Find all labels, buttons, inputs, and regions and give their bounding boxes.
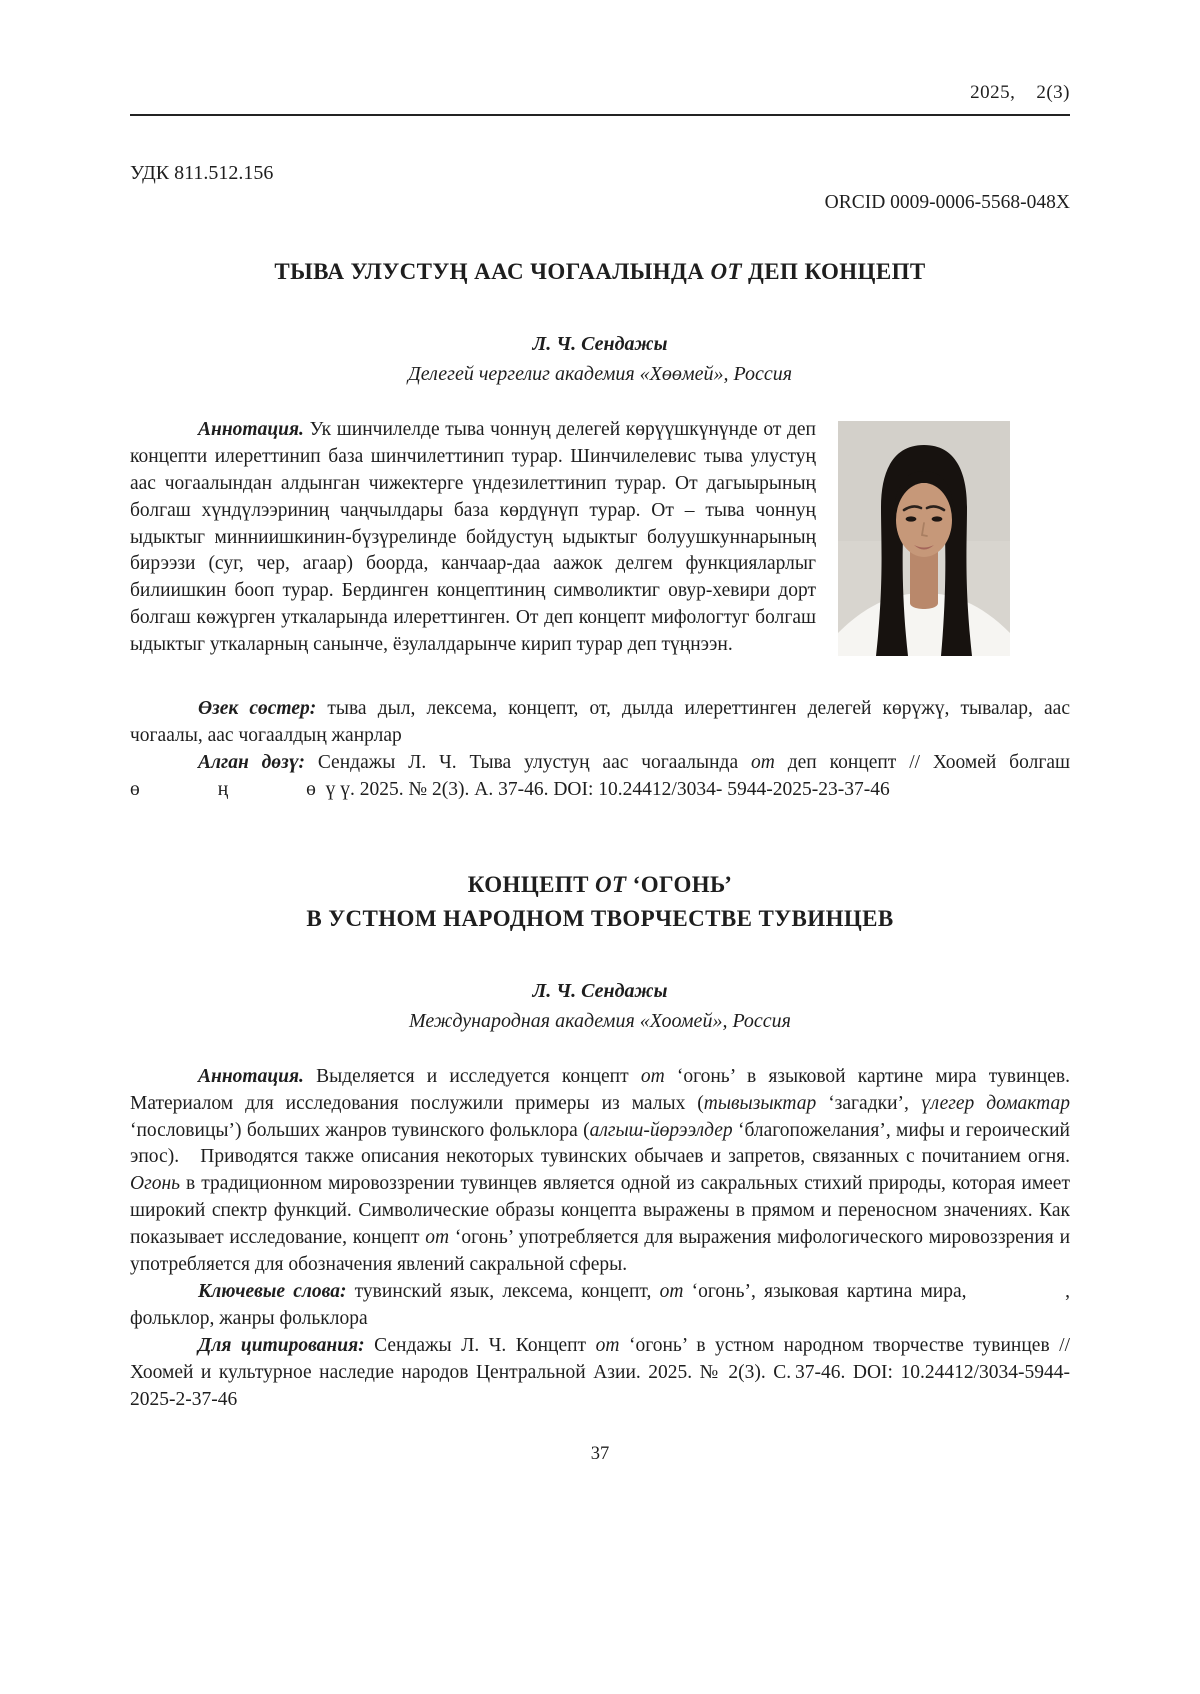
article-title-russian-line2: В УСТНОМ НАРОДНОМ ТВОРЧЕСТВЕ ТУВИНЦЕВ	[306, 905, 894, 931]
author-name-russian: Л. Ч. Сендажы	[532, 979, 668, 1002]
page-number: 37	[590, 1444, 610, 1464]
citation-russian: Для цитирования: Сендажы Л. Ч. Концепт от ‘огонь’ в устном народном творчестве тувинцев // Хоомей и культурное наследие народов Центральной Азии. 2025. № 2(3). С. 37-46. DOI: 10.24412/3034-5944-2025-2-37-46	[130, 1334, 1070, 1410]
issue-header: 2025, 2(3)	[970, 82, 1070, 103]
abstract-tuvan-text: Аннотация. Ук шинчилелде тыва чоннуң делегей көрүүшкүнүнде от деп концепти илереттинип база шинчилеттинип турар. Шинчилелевис тыва улустуң аас чогаалындан алдынган чижектерге үндезилеттинип турар. От дагыырының болгаш хүндүлээриниң чаңчылдары база көрдүнүп турар. От – тыва чоннуң ыдыктыг минниишкинин-бүзүрелинде бойдустуң ыдыктыг болуушкуннарының бирээзи (суг, чер, агаар) боорда, канчаар-даа аажок делгем функцияларлыг билиишкин бооп турар. Бердинген концептиниң символиктиг овур-хевири дорт болгаш көжүрген уткаларында илереттинген. От деп концепт мифологтуг болгаш ыдыктыг уткаларның санынче, ёзулалдарынче кирип турар деп түңнээн.	[130, 418, 816, 656]
author-portrait-illustration	[838, 421, 1010, 656]
author-affiliation-tuvan: Делегей чергелиг академия «Хөөмей», Россия	[407, 363, 793, 386]
abstract-russian: Аннотация. Выделяется и исследуется концепт от ‘огонь’ в языковой картине мира тувинцев. Материалом для исследования послужили примеры из малых (тывызыктар ‘загадки’, үлегер домактар ‘пословицы’) больших жанров тувинского фольклора (алгыш-йөрээлдер ‘благопожелания’, мифы и героический эпос). Приводятся также описания некоторых тувинских обычаев и запретов, связанных с почитанием огня. Огонь в традиционном мировоззрении тувинцев является одной из сакральных стихий природы, которая имеет широкий спектр функций. Символические образы концепта выражены в прямом и переносном значениях. Как показывает исследование, концепт от ‘огонь’ употребляется для выражения мифологического мировоззрения и употребляется для обозначения явлений сакральной сферы.	[130, 1065, 1071, 1276]
article-title-tuvan: ТЫВА УЛУСТУҢ ААС ЧОГААЛЫНДА ОТ ДЕП КОНЦЕПТ	[274, 258, 926, 284]
udk-code: УДК 811.512.156	[130, 162, 274, 185]
article-title-russian-line1: КОНЦЕПТ ОТ ‘ОГОНЬ’	[467, 871, 733, 897]
author-affiliation-russian: Международная академия «Хоомей», Россия	[409, 1010, 791, 1033]
header-rule	[130, 114, 1070, 116]
orcid-id: ORCID 0009-0006-5568-048X	[824, 191, 1070, 213]
keywords-tuvan: Өзек сөстер: тыва дыл, лексема, концепт, от, дылда илереттинген делегей көрүжү, тывалар, аас чогаалы, аас чогаалдың жанрлар	[130, 697, 1070, 746]
citation-tuvan: Алган дөзү: Сендажы Л. Ч. Тыва улустуң аас чогаалында от деп концепт // Хоомей болгаш ө ң ө ү ү. 2025. № 2(3). А. 37-46. DOI: 10.24412/3034- 5944-2025-23-37-46	[130, 751, 1070, 800]
article-title-russian	[130, 868, 1070, 936]
abstract-tuvan	[130, 417, 1070, 696]
keywords-russian: Ключевые слова: тувинский язык, лексема, концепт, от ‘огонь’, языковая картина мира, , фольклор, жанры фольклора	[130, 1280, 1070, 1329]
author-name-tuvan: Л. Ч. Сендажы	[532, 332, 668, 355]
author-photo	[838, 421, 1010, 656]
